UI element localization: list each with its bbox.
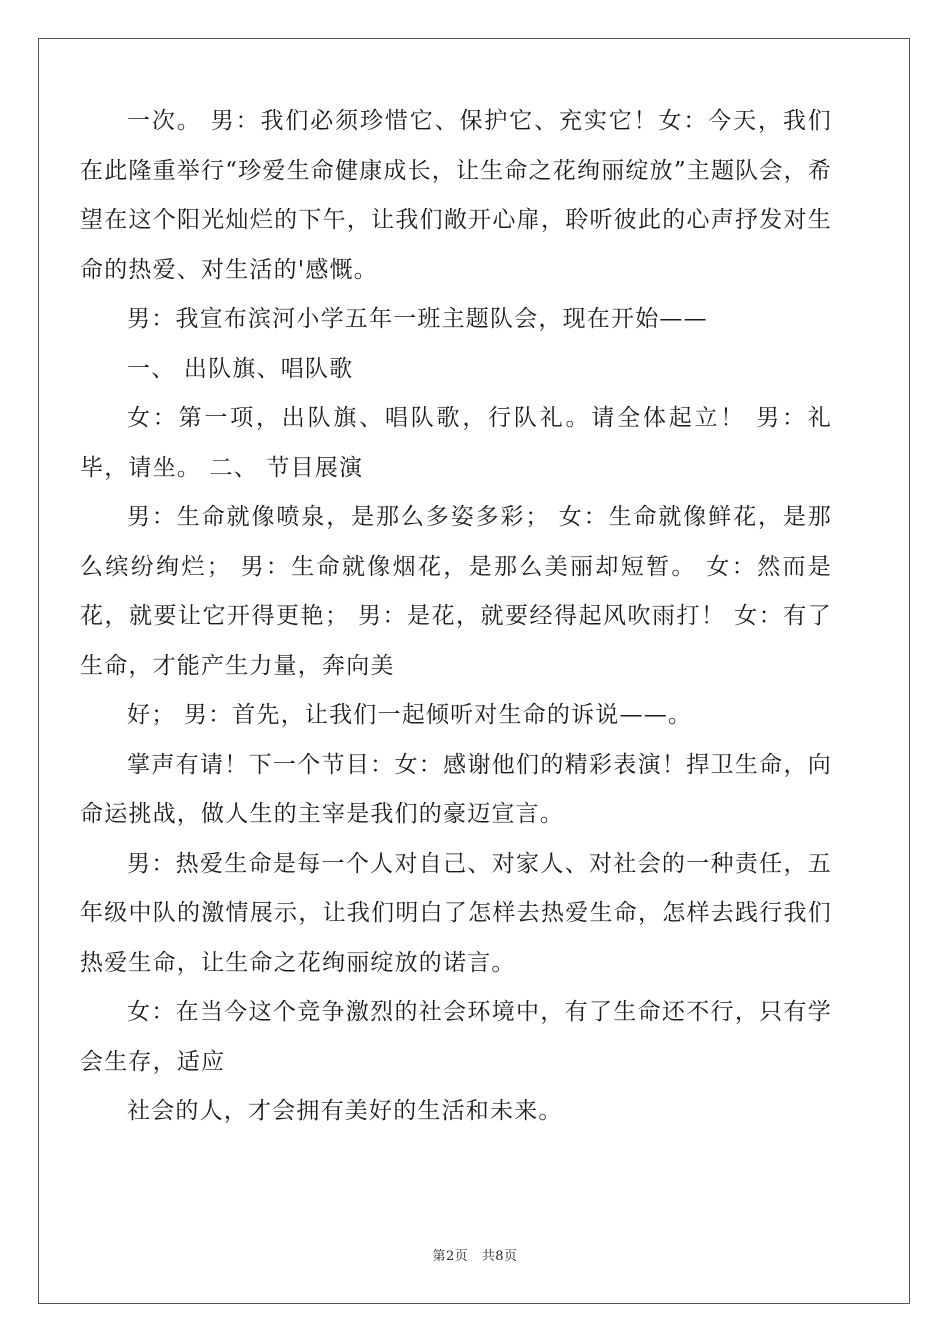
paragraph: 好； 男：首先，让我们一起倾听对生命的诉说——。: [127, 702, 693, 728]
paragraph: 社会的人，才会拥有美好的生活和未来。: [127, 1098, 563, 1124]
paragraph: 一、 出队旗、唱队歌: [127, 355, 354, 382]
page-number-footer: 第2页 共8页: [432, 1249, 518, 1264]
paragraph: 男：我宣布滨河小学五年一班主题队会，现在开始——: [127, 306, 708, 332]
document-body: [80, 97, 832, 1137]
paragraph: 男：热爱生命是每一个人对自己、对家人、对社会的一种责任，五年级中队的激情展示，让我们明白了怎样去热爱生命，怎样去践行我们热爱生命，让生命之花绚丽绽放的诺言。: [80, 850, 832, 976]
paragraph: 女：在当今这个竞争激烈的社会环境中，有了生命还不行，只有学会生存，适应: [80, 999, 832, 1075]
paragraph: 掌声有请！下一个节目：女：感谢他们的精彩表演！捍卫生命，向命运挑战，做人生的主宰是我们的豪迈宣言。: [80, 751, 832, 827]
paragraph: 女：第一项，出队旗、唱队歌，行队礼。请全体起立！ 男：礼毕，请坐。 二、 节目展演: [80, 405, 832, 481]
paragraph: 男：生命就像喷泉，是那么多姿多彩； 女：生命就像鲜花，是那么缤纷绚烂； 男：生命就像烟花，是那么美丽却短暂。 女：然而是花，就要让它开得更艳； 男：是花，就要经得起风吹雨打！ 女：有了生命，才能产生力量，奔向美: [80, 504, 832, 679]
paragraph: 一次。 男：我们必须珍惜它、保护它、充实它！女：今天，我们在此隆重举行“珍爱生命健康成长，让生命之花绚丽绽放”主题队会，希望在这个阳光灿烂的下午，让我们敞开心扉，聆听彼此的心声抒发对生命的热爱、对生活的'感慨。: [80, 108, 832, 283]
